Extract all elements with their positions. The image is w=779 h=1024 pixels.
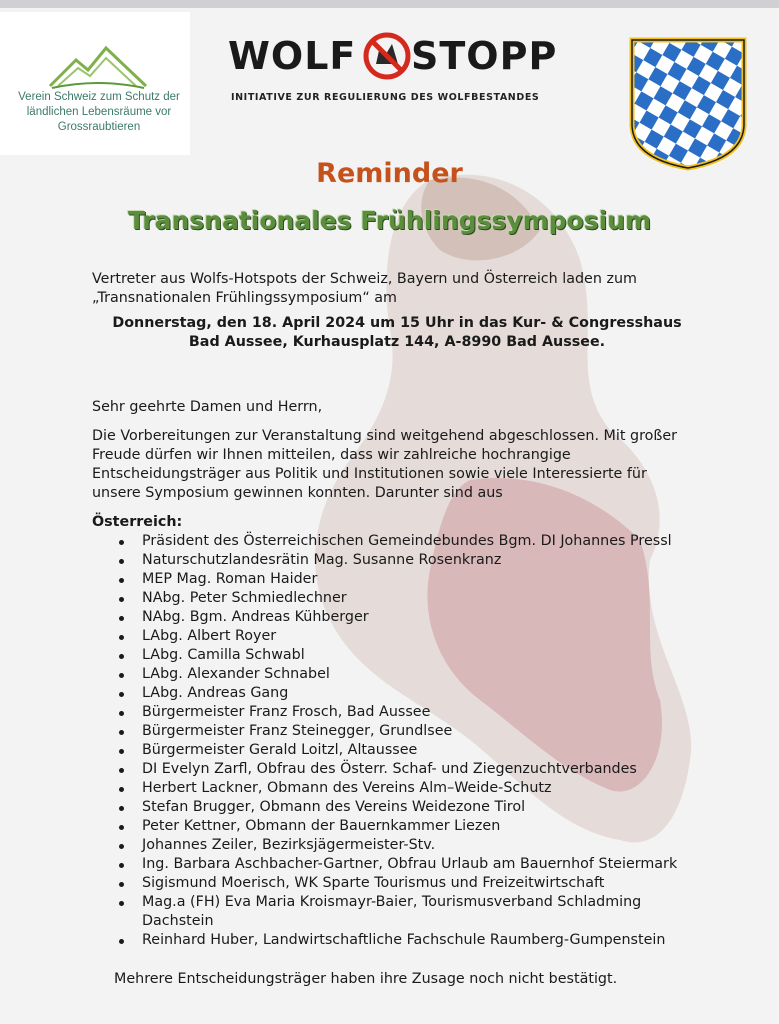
list-item: LAbg. Albert Royer xyxy=(142,627,692,646)
list-item: Naturschutzlandesrätin Mag. Susanne Rosenkranz xyxy=(142,551,692,570)
no-wolf-icon xyxy=(362,28,412,84)
event-details xyxy=(92,314,702,352)
symposium-title: Transnationales Frühlingssymposium xyxy=(127,206,652,235)
org-logo-box xyxy=(0,12,190,155)
list-item: LAbg. Alexander Schnabel xyxy=(142,665,692,684)
intro-line-1: Vertreter aus Wolfs-Hotspots der Schweiz, Bayern und Österreich laden zum xyxy=(92,271,637,287)
list-item: Bürgermeister Gerald Loitzl, Altaussee xyxy=(142,741,692,760)
body-paragraph: Die Vorbereitungen zur Veranstaltung sind weitgehend abgeschlossen. Mit großer Freude dürfen wir Ihnen mitteilen, dass wir zahlreiche hochrangige Entscheidungsträger aus Politik und Institutionen sowie viele Interessierte für unsere Symposium gewinnen konnten. Darunter sind aus xyxy=(92,428,678,501)
wolf-word: WOLF xyxy=(228,34,357,78)
list-item: Bürgermeister Franz Frosch, Bad Aussee xyxy=(142,703,692,722)
list-item: Bürgermeister Franz Steinegger, Grundlsee xyxy=(142,722,692,741)
org-name: Verein Schweiz zum Schutz der ländlichen Lebensräume vor Grossraubtieren xyxy=(18,91,180,133)
wolfstopp-subtitle: INITIATIVE ZUR REGULIERUNG DES WOLFBESTANDES xyxy=(231,92,540,103)
event-line-2: Bad Aussee, Kurhausplatz 144, A-8990 Bad Aussee. xyxy=(188,334,606,350)
list-item: Reinhard Huber, Landwirtschaftliche Fachschule Raumberg-Gumpenstein xyxy=(142,931,692,950)
list-item: Stefan Brugger, Obmann des Vereins Weidezone Tirol xyxy=(142,798,692,817)
list-item: Peter Kettner, Obmann der Bauernkammer Liezen xyxy=(142,817,692,836)
list-item: Sigismund Moerisch, WK Sparte Tourismus und Freizeitwirtschaft xyxy=(142,874,692,893)
list-item: NAbg. Peter Schmiedlechner xyxy=(142,589,692,608)
reminder-heading: Reminder xyxy=(316,158,463,189)
list-item: Präsident des Österreichischen Gemeindebundes Bgm. DI Johannes Pressl xyxy=(142,532,692,551)
event-line-1: Donnerstag, den 18. April 2024 um 15 Uhr in das Kur- & Congresshaus xyxy=(112,315,682,331)
list-item: Ing. Barbara Aschbacher-Gartner, Obfrau Urlaub am Bauernhof Steiermark xyxy=(142,855,692,874)
list-item: NAbg. Bgm. Andreas Kühberger xyxy=(142,608,692,627)
list-item: LAbg. Andreas Gang xyxy=(142,684,692,703)
list-item: Johannes Zeiler, Bezirksjägermeister-Stv. xyxy=(142,836,692,855)
mountain-icon xyxy=(48,42,148,90)
section-title-austria: Österreich: xyxy=(92,514,183,530)
wolfstopp-logo xyxy=(228,28,558,84)
intro-line-2: „Transnationalen Frühlingssymposium“ am xyxy=(92,290,397,306)
list-item: LAbg. Camilla Schwabl xyxy=(142,646,692,665)
footer-note: Mehrere Entscheidungsträger haben ihre Zusage noch nicht bestätigt. xyxy=(114,971,618,987)
letter-body xyxy=(92,270,692,989)
bavarian-crest-icon xyxy=(626,34,750,172)
greeting: Sehr geehrte Damen und Herrn, xyxy=(92,399,323,415)
list-item: MEP Mag. Roman Haider xyxy=(142,570,692,589)
intro-paragraph xyxy=(92,270,692,308)
attendee-list xyxy=(92,532,692,950)
list-item: DI Evelyn Zarfl, Obfrau des Österr. Schaf- und Ziegenzuchtverbandes xyxy=(142,760,692,779)
list-item: Mag.a (FH) Eva Maria Kroismayr-Baier, Tourismusverband Schladming Dachstein xyxy=(142,893,692,931)
stopp-word: STOPP xyxy=(411,34,558,78)
list-item: Herbert Lackner, Obmann des Vereins Alm–Weide-Schutz xyxy=(142,779,692,798)
